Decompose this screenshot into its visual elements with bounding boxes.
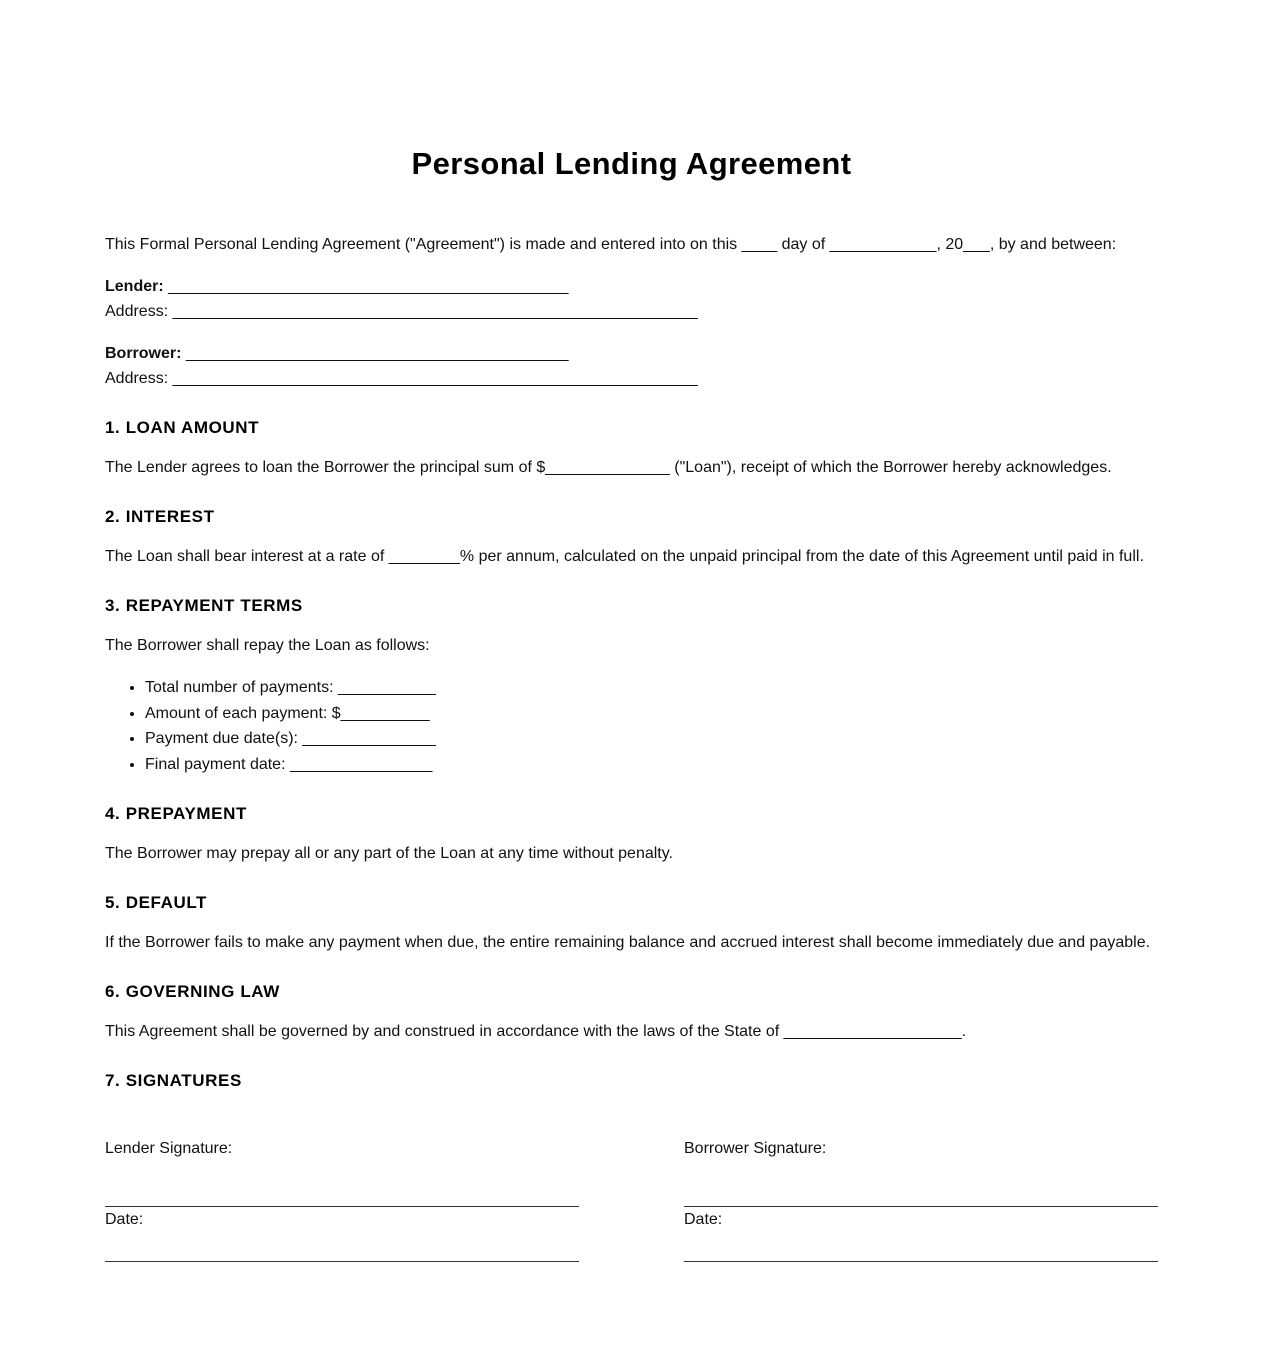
interest-paragraph: The Loan shall bear interest at a rate of ________% per annum, calculated on the unpaid principal from the date of this Agreement until paid in full.: [105, 548, 1144, 565]
section-heading-default: 5. DEFAULT: [105, 893, 208, 912]
lender-date-label: Date:: [105, 1211, 144, 1228]
borrower-date-line[interactable]: [684, 1261, 1158, 1262]
borrower-address-label: Address:: [105, 370, 169, 387]
borrower-address-field[interactable]: [105, 369, 698, 389]
borrower-address-blank[interactable]: ___________________________________________________________: [168, 370, 698, 387]
lender-date-line[interactable]: [105, 1261, 579, 1262]
default-paragraph: If the Borrower fails to make any payment when due, the entire remaining balance and accrued interest shall become immediately due and payable.: [105, 934, 1151, 951]
borrower-signature-label: Borrower Signature:: [684, 1140, 827, 1157]
section-heading-interest: 2. INTEREST: [105, 507, 215, 526]
lender-signature-line[interactable]: [105, 1206, 579, 1207]
lender-name-field[interactable]: [105, 277, 569, 297]
lender-address-field[interactable]: [105, 302, 698, 322]
list-item-payment-amount: • Amount of each payment: $__________: [145, 703, 436, 729]
section-heading-signatures: 7. SIGNATURES: [105, 1071, 242, 1090]
prepayment-paragraph: The Borrower may prepay all or any part of the Loan at any time without penalty.: [105, 845, 673, 862]
page-title: Personal Lending Agreement: [411, 146, 852, 181]
repayment-terms-list: [105, 677, 436, 780]
lender-address-label: Address:: [105, 303, 169, 320]
lender-signature-label: Lender Signature:: [105, 1140, 233, 1157]
borrower-signature-line[interactable]: [684, 1206, 1158, 1207]
borrower-date-label: Date:: [684, 1211, 723, 1228]
repayment-paragraph: The Borrower shall repay the Loan as follows:: [105, 637, 430, 654]
section-heading-prepayment: 4. PREPAYMENT: [105, 804, 247, 823]
list-item-payment-due-dates: • Payment due date(s): _______________: [145, 728, 436, 754]
lender-address-blank[interactable]: ___________________________________________________________: [168, 303, 698, 320]
section-heading-loan-amount: 1. LOAN AMOUNT: [105, 418, 260, 437]
loan-amount-paragraph: The Lender agrees to loan the Borrower the principal sum of $______________ ("Loan"), receipt of which the Borrower hereby acknowledges.: [105, 459, 1112, 476]
lender-label: Lender:: [105, 278, 164, 295]
borrower-name-field[interactable]: [105, 344, 569, 364]
section-heading-governing-law: 6. GOVERNING LAW: [105, 982, 280, 1001]
governing-law-paragraph: This Agreement shall be governed by and construed in accordance with the laws of the State of ____________________.: [105, 1023, 967, 1040]
borrower-label: Borrower:: [105, 345, 182, 362]
borrower-name-blank[interactable]: ___________________________________________: [181, 345, 569, 362]
section-heading-repayment-terms: 3. REPAYMENT TERMS: [105, 596, 303, 615]
list-item-final-payment-date: • Final payment date: ________________: [145, 754, 436, 780]
lender-name-blank[interactable]: _____________________________________________: [163, 278, 569, 295]
intro-paragraph: This Formal Personal Lending Agreement ("Agreement") is made and entered into on this ____ day of ____________, 20___, by and between:: [105, 236, 1117, 253]
list-item-total-payments: • Total number of payments: ___________: [145, 677, 436, 703]
